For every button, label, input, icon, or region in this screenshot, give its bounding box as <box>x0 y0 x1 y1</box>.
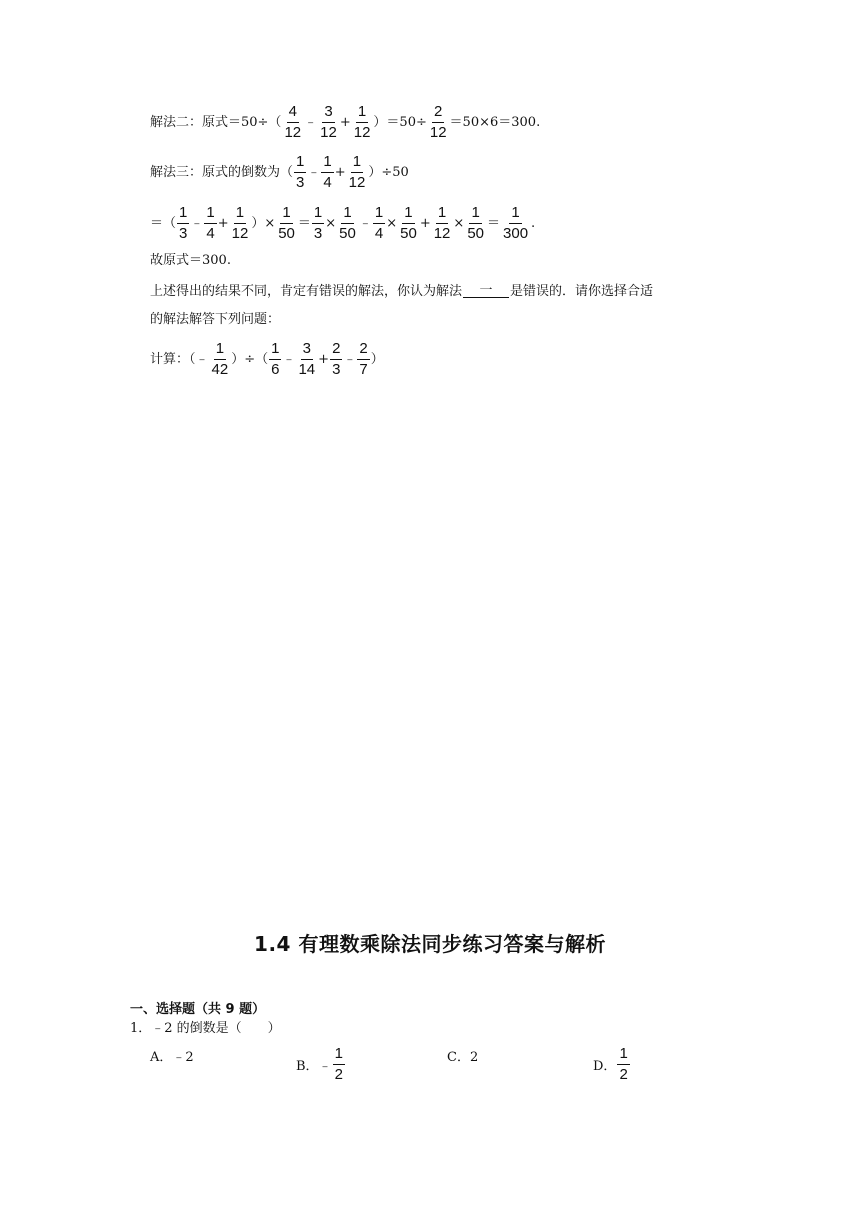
conclusion-text: 故原式＝300. <box>150 253 231 268</box>
operator: ﹣ <box>343 351 357 367</box>
operator: + <box>318 351 330 367</box>
fraction: $\frac{1}{50}$ <box>467 204 484 242</box>
operator: ﹣ <box>304 114 318 130</box>
fraction: $\frac{1}{6}$ <box>271 340 280 378</box>
fraction: $\frac{1}{2}$ <box>619 1045 628 1083</box>
fraction: $\frac{1}{3}$ <box>296 153 305 191</box>
option-a: A．﹣2 <box>150 1050 194 1065</box>
question-line-2 <box>150 313 280 326</box>
section-heading: 一、选择题（共 9 题） <box>130 1002 266 1017</box>
solution-three-line <box>150 154 409 191</box>
fraction: $\frac{1}{12}$ <box>231 204 249 242</box>
solution-three-continued-line <box>150 205 535 242</box>
text-segment: ）＝50÷ <box>373 114 427 130</box>
compute-line <box>150 341 384 378</box>
fraction: $\frac{1}{12}$ <box>433 204 451 242</box>
text-segment: . <box>531 215 536 231</box>
option-c: C．2 <box>447 1050 479 1065</box>
fraction: $\frac{1}{300}$ <box>503 204 529 242</box>
question-text: 的解法解答下列问题： <box>150 312 281 327</box>
question-line-1 <box>150 284 653 298</box>
operator: ﹣ <box>282 351 296 367</box>
fraction: $\frac{1}{2}$ <box>334 1045 343 1083</box>
option-d: D． $\frac{1}{2}$ <box>593 1045 628 1083</box>
operator: × <box>325 215 337 231</box>
fraction: $\frac{1}{50}$ <box>278 204 295 242</box>
text-segment: ）× <box>251 215 276 231</box>
text-segment: ） <box>370 351 384 367</box>
fraction: $\frac{1}{12}$ <box>353 103 371 141</box>
fraction: $\frac{2}{12}$ <box>429 103 447 141</box>
operator: × <box>386 215 398 231</box>
fraction: $\frac{1}{12}$ <box>348 153 366 191</box>
fraction: $\frac{1}{50}$ <box>400 204 417 242</box>
operator: + <box>217 215 229 231</box>
question-text: 是错误的．请你选择合适 <box>510 283 654 299</box>
solution-two-line <box>150 104 540 141</box>
text-segment: ）÷（ <box>231 351 269 367</box>
fraction: $\frac{2}{7}$ <box>359 340 368 378</box>
fraction: $\frac{1}{4}$ <box>323 153 332 191</box>
fraction: $\frac{3}{12}$ <box>320 103 337 141</box>
fraction: $\frac{1}{4}$ <box>206 204 215 242</box>
fraction: $\frac{1}{4}$ <box>374 204 384 242</box>
operator: × <box>453 215 465 231</box>
answer-blank: 一 <box>463 284 509 298</box>
compute-lead: 计算：（﹣ <box>150 351 209 367</box>
conclusion-line <box>150 254 231 267</box>
text-segment: ＝（ <box>150 215 177 231</box>
fraction: $\frac{1}{3}$ <box>313 204 323 242</box>
solution-three-lead: 解法三：原式的倒数为（ <box>150 164 294 180</box>
operator: ﹣ <box>190 215 204 231</box>
fraction: $\frac{4}{12}$ <box>284 103 302 141</box>
text-segment: ）÷50 <box>368 164 409 180</box>
operator: ﹣ <box>358 215 372 231</box>
fraction: $\frac{1}{3}$ <box>179 204 188 242</box>
operator: + <box>339 114 351 130</box>
fraction: $\frac{1}{42}$ <box>211 340 229 378</box>
operator: + <box>419 215 431 231</box>
page-title: 1.4 有理数乘除法同步练习答案与解析 <box>254 932 606 956</box>
text-segment: ＝50×6＝300. <box>449 114 541 130</box>
fraction: $\frac{3}{14}$ <box>298 340 316 378</box>
option-b: B．﹣ $\frac{1}{2}$ <box>296 1045 343 1083</box>
fraction: $\frac{1}{50}$ <box>339 204 356 242</box>
operator: + <box>334 164 346 180</box>
fraction: $\frac{2}{3}$ <box>332 340 341 378</box>
question-text: 上述得出的结果不同，肯定有错误的解法，你认为解法 <box>150 283 463 299</box>
question-1-text: 1．﹣2 的倒数是（ ） <box>130 1021 281 1036</box>
operator: ＝ <box>487 215 501 231</box>
operator: ＝ <box>297 215 311 231</box>
operator: ﹣ <box>307 164 321 180</box>
solution-two-lead: 解法二：原式＝50÷（ <box>150 114 282 130</box>
